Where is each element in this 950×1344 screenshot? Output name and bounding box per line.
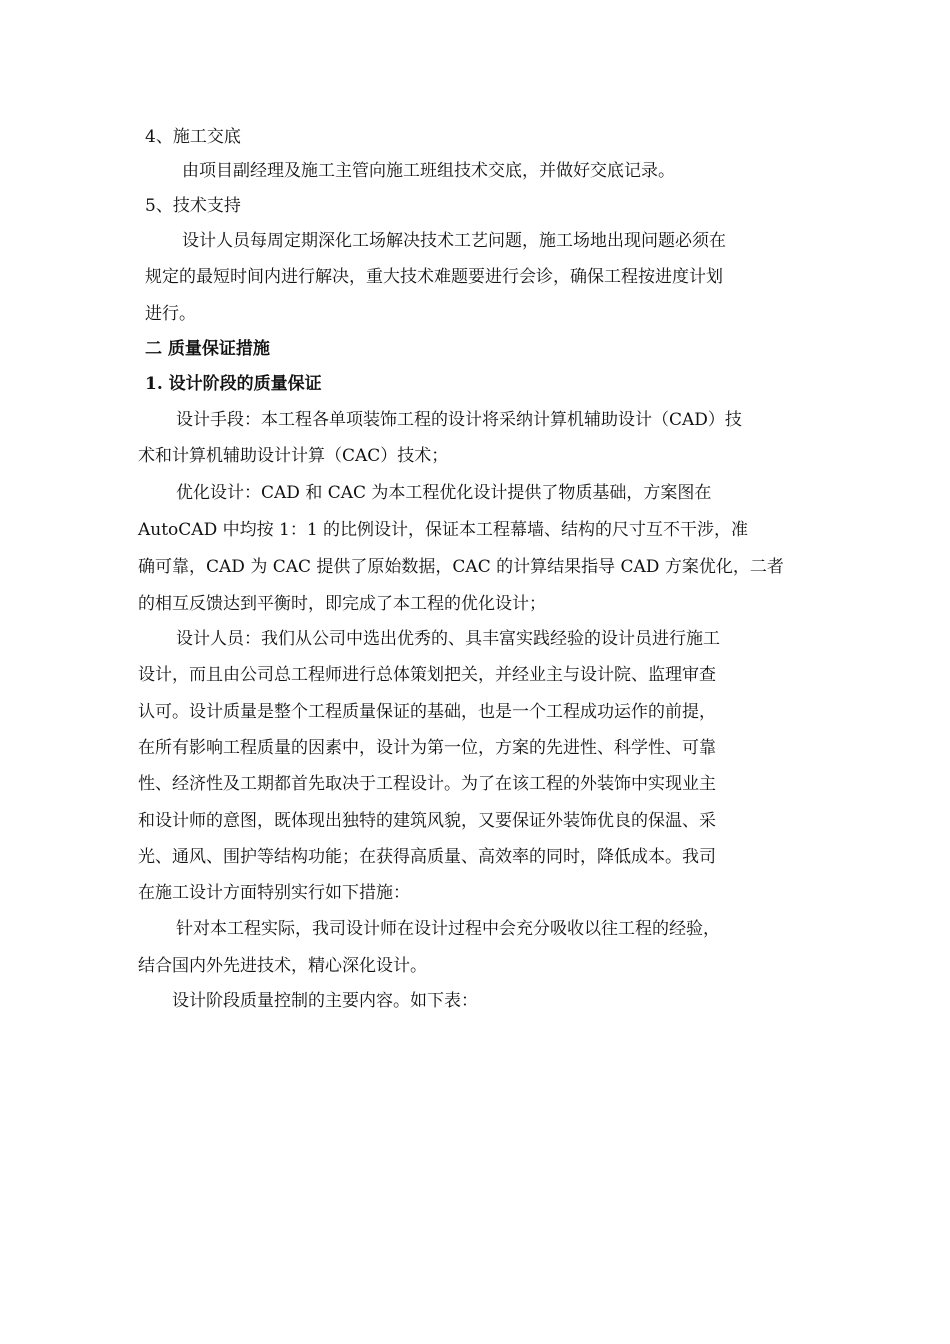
design-means-line-1: 设计手段：本工程各单项装饰工程的设计将采纳计算机辅助设计（CAD）技 (176, 410, 742, 430)
personnel-line-7: 光、通风、围护等结构功能；在获得高质量、高效率的同时，降低成本。我司 (138, 847, 716, 867)
practice-line-2: 结合国内外先进技术，精心深化设计。 (138, 956, 427, 976)
optimize-line-3: 确可靠，CAD 为 CAC 提供了原始数据，CAC 的计算结果指导 CAD 方案优化，二者 (138, 557, 784, 577)
personnel-line-5: 性、经济性及工期都首先取决于工程设计。为了在该工程的外装饰中实现业主 (138, 774, 716, 794)
optimize-line-4: 的相互反馈达到平衡时，即完成了本工程的优化设计； (138, 594, 546, 614)
optimize-line-1: 优化设计：CAD 和 CAC 为本工程优化设计提供了物质基础，方案图在 (176, 483, 712, 503)
personnel-line-8: 在施工设计方面特别实行如下措施： (138, 883, 410, 903)
optimize-line-2: AutoCAD 中均按 1：1 的比例设计，保证本工程幕墙、结构的尺寸互不干涉，准 (138, 520, 749, 540)
personnel-line-2: 设计，而且由公司总工程师进行总体策划把关，并经业主与设计院、监理审查 (138, 665, 716, 685)
item5-line-2: 规定的最短时间内进行解决，重大技术难题要进行会诊，确保工程按进度计划 (145, 267, 723, 287)
item5-line-1: 设计人员每周定期深化工场解决技术工艺问题，施工场地出现问题必须在 (182, 231, 726, 251)
section2-heading: 二 质量保证措施 (145, 339, 270, 359)
personnel-line-3: 认可。设计质量是整个工程质量保证的基础，也是一个工程成功运作的前提， (138, 702, 716, 722)
sub1-heading: 1. 设计阶段的质量保证 (145, 374, 322, 394)
item4-heading: 4、施工交底 (145, 127, 241, 147)
item4-text: 由项目副经理及施工主管向施工班组技术交底，并做好交底记录。 (182, 161, 675, 181)
personnel-line-6: 和设计师的意图，既体现出独特的建筑风貌，又要保证外装饰优良的保温、采 (138, 811, 716, 831)
personnel-line-1: 设计人员：我们从公司中选出优秀的、具丰富实践经验的设计员进行施工 (176, 629, 720, 649)
design-means-line-2: 术和计算机辅助设计计算（CAC）技术； (138, 446, 449, 466)
table-intro: 设计阶段质量控制的主要内容。如下表： (172, 991, 478, 1011)
practice-line-1: 针对本工程实际，我司设计师在设计过程中会充分吸收以往工程的经验， (176, 919, 720, 939)
item5-line-3: 进行。 (145, 304, 196, 324)
item5-heading: 5、技术支持 (145, 196, 241, 216)
personnel-line-4: 在所有影响工程质量的因素中，设计为第一位，方案的先进性、科学性、可靠 (138, 738, 716, 758)
